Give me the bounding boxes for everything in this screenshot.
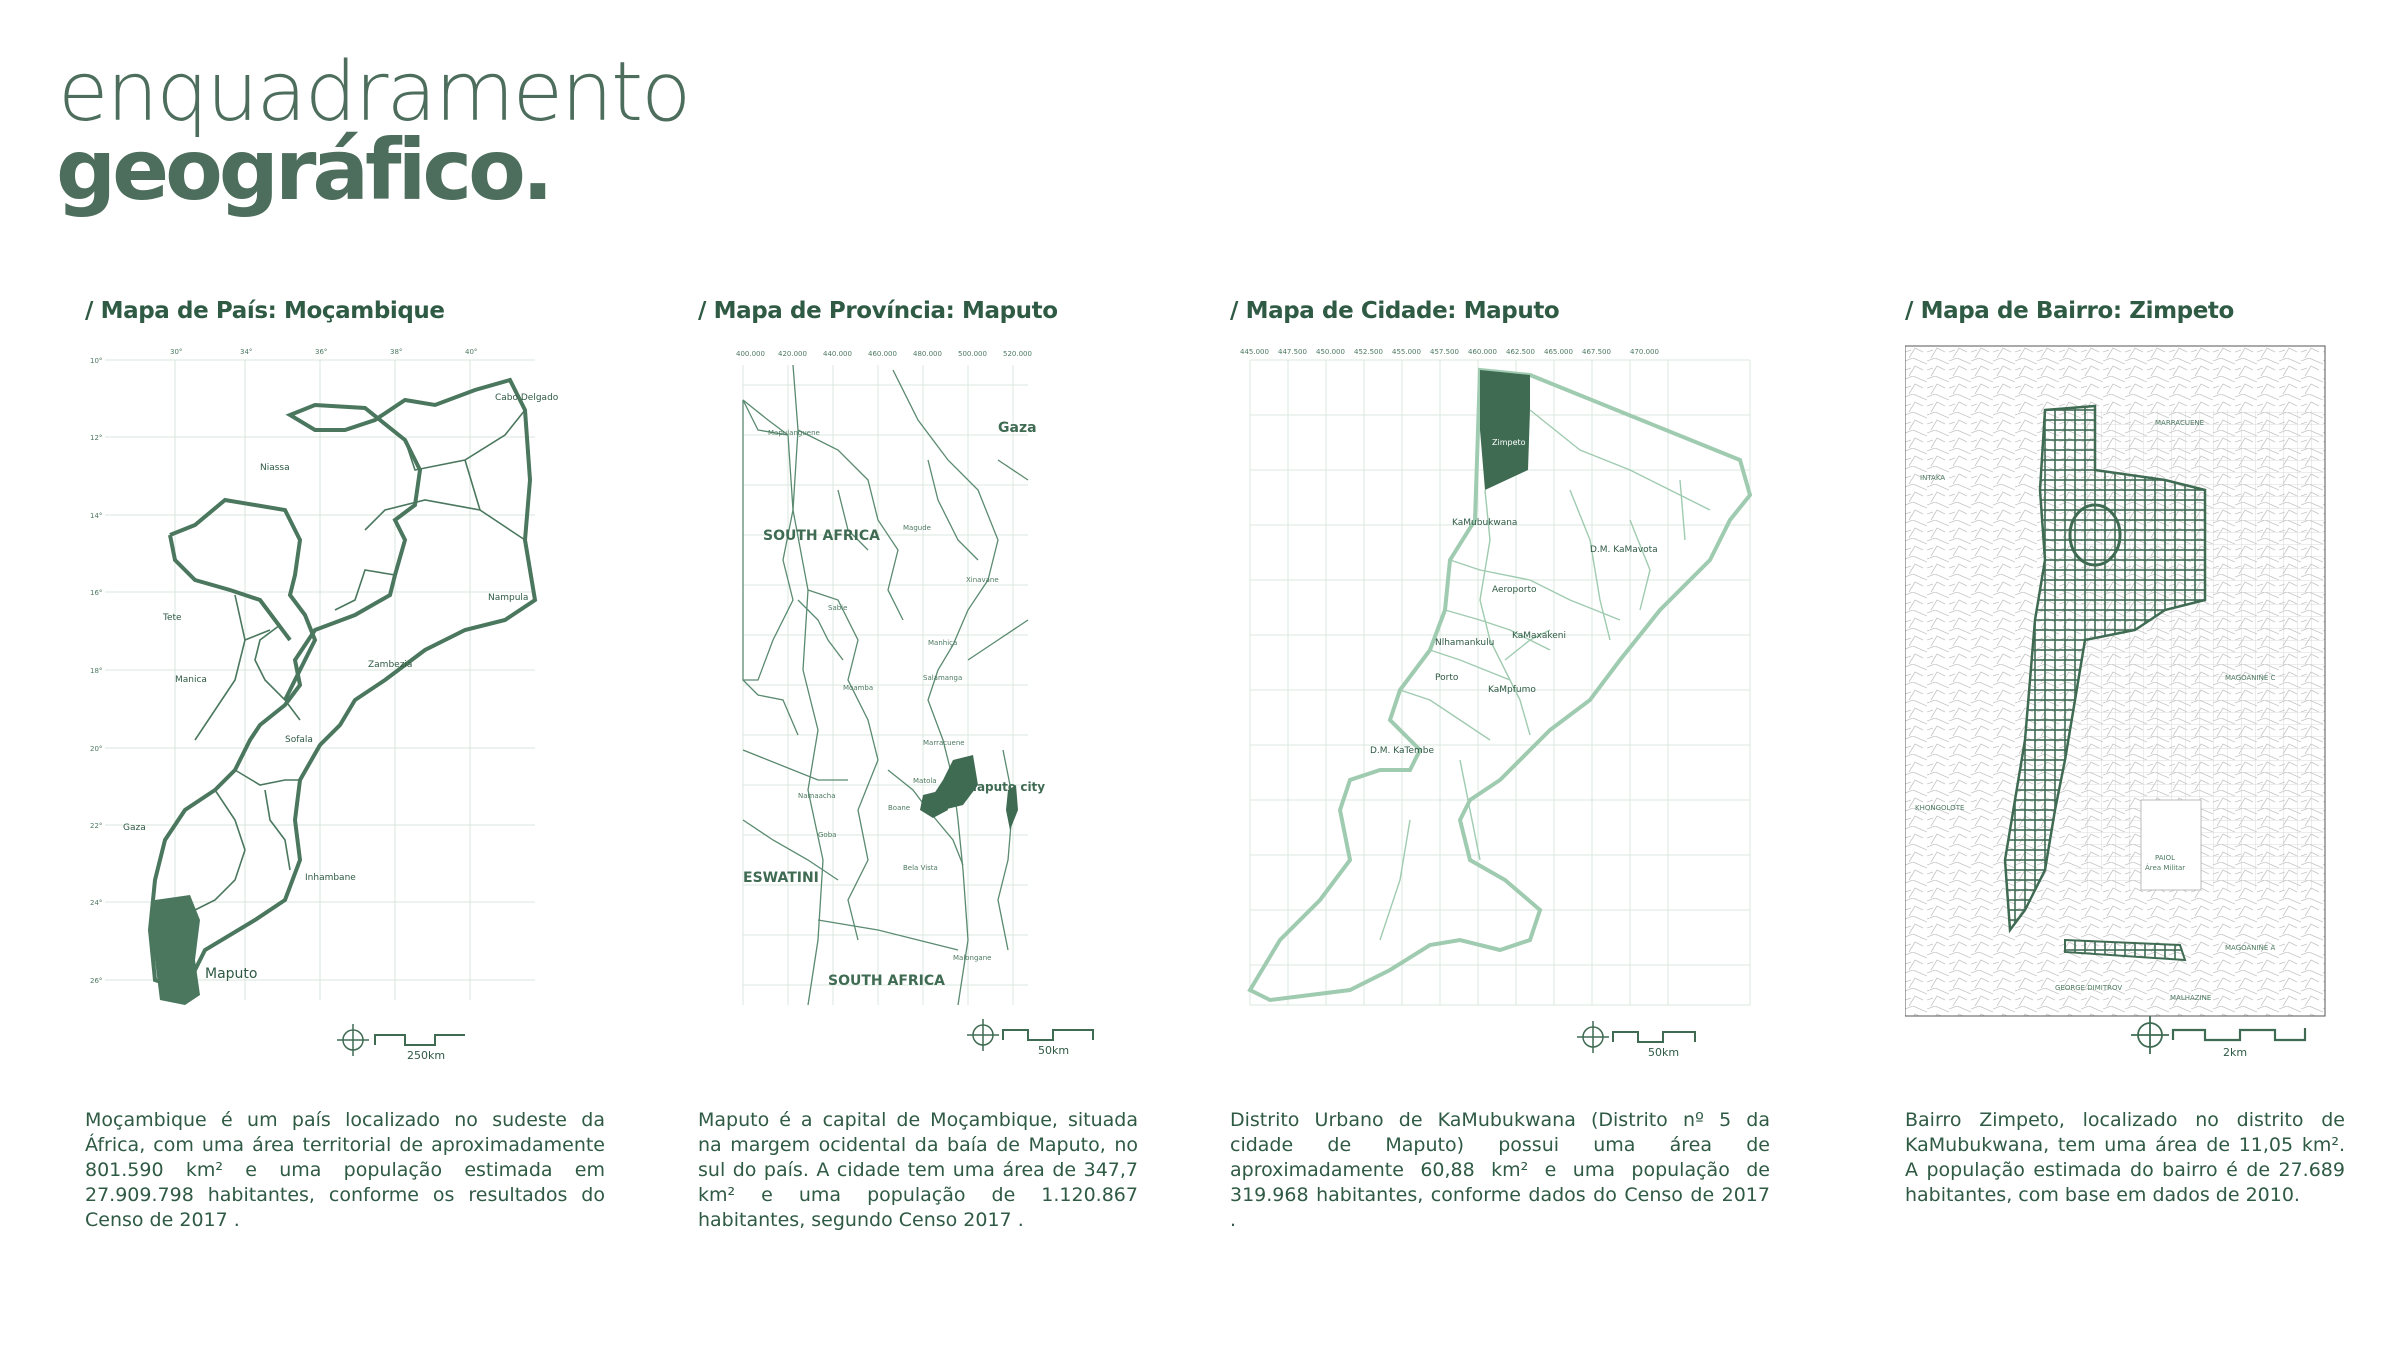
- label-katembe: D.M. KaTembe: [1370, 746, 1435, 756]
- label-inhambane: Inhambane: [305, 873, 356, 883]
- label-tete: Tete: [163, 613, 182, 623]
- label-porto: Porto: [1435, 673, 1459, 683]
- north-arrow-icon: [1577, 1021, 1609, 1053]
- label-aeroporto: Aeroporto: [1492, 585, 1537, 595]
- tick-x-9: 465.000: [1544, 348, 1573, 356]
- tick-y-7: 22°: [90, 822, 103, 830]
- tick-x-5: 40°: [465, 348, 478, 356]
- tick-x-4: 38°: [390, 348, 403, 356]
- label-sofala: Sofala: [285, 735, 313, 745]
- label-marracuene: MARRACUENE: [2155, 419, 2205, 427]
- tick-y-8: 24°: [90, 899, 103, 907]
- tick-x-2: 420.000: [778, 350, 807, 358]
- maputo-province-highlight: [150, 895, 200, 1005]
- tick-x-6: 500.000: [958, 350, 987, 358]
- label-magude: Magude: [903, 524, 931, 532]
- tick-x-6: 457.500: [1430, 348, 1459, 356]
- label-paiol-sub: Área Militar: [2145, 864, 2186, 872]
- tick-y-6: 20°: [90, 745, 103, 753]
- label-kamavota: D.M. KaMavota: [1590, 545, 1658, 555]
- label-bela-vista: Bela Vista: [903, 864, 938, 872]
- label-xinavane: Xinavane: [966, 576, 999, 584]
- page-title-line1: enquadramento: [58, 45, 690, 140]
- north-arrow-icon: [2131, 1016, 2169, 1054]
- tick-y-3: 14°: [90, 512, 103, 520]
- scale-label: 50km: [1648, 1046, 1680, 1059]
- label-nlhamankulu: Nlhamankulu: [1435, 638, 1495, 648]
- label-kamaxakeni: KaMaxakeni: [1512, 631, 1567, 641]
- scale-bar: [2173, 1028, 2305, 1040]
- panel-province-description: Maputo é a capital de Moçambique, situada na margem ocidental da baía de Maputo, no sul do país. A cidade tem uma área de 347,7 km² e uma população de 1.120.867 habitantes, segundo Censo 2017 .: [698, 1109, 1138, 1231]
- label-maputo: Maputo: [205, 966, 258, 982]
- label-magoanine-a: MAGOANINE A: [2225, 944, 2276, 952]
- map-maputo-city: [1230, 340, 1790, 1060]
- tick-x-7: 520.000: [1003, 350, 1032, 358]
- tick-x-4: 452.500: [1354, 348, 1383, 356]
- label-paiol: PAIOL: [2155, 854, 2176, 862]
- tick-x-5: 455.000: [1392, 348, 1421, 356]
- scale-bar: [375, 1035, 465, 1045]
- scale-label: 50km: [1038, 1044, 1070, 1057]
- scale-bar: [1003, 1030, 1093, 1040]
- tick-x-2: 447.500: [1278, 348, 1307, 356]
- tick-x-7: 460.000: [1468, 348, 1497, 356]
- label-zambezia: Zambezia: [368, 660, 413, 670]
- label-intaka: INTAKA: [1920, 474, 1946, 482]
- label-namaacha: Namaacha: [798, 792, 836, 800]
- label-george-dimitrov: GEORGE DIMITROV: [2055, 984, 2123, 992]
- label-malongane: Malongane: [953, 954, 992, 962]
- tick-x-10: 467.500: [1582, 348, 1611, 356]
- tick-x-1: 400.000: [736, 350, 765, 358]
- map-mozambique: [85, 340, 605, 1060]
- tick-x-1: 445.000: [1240, 348, 1269, 356]
- label-kamubukwana: KaMubukwana: [1452, 518, 1518, 528]
- label-magoanine-c: MAGOANINE C: [2225, 674, 2276, 682]
- label-sabie: Sabie: [828, 604, 848, 612]
- north-arrow-icon: [967, 1019, 999, 1051]
- label-boane: Boane: [888, 804, 911, 812]
- label-cabo-delgado: Cabo Delgado: [495, 393, 559, 403]
- tick-x-3: 450.000: [1316, 348, 1345, 356]
- tick-x-11: 470.000: [1630, 348, 1659, 356]
- label-eswatini: ESWATINI: [743, 870, 819, 886]
- panel-neighbourhood-heading: / Mapa de Bairro: Zimpeto: [1905, 298, 2234, 324]
- tick-x-3: 36°: [315, 348, 328, 356]
- label-zimpeto: Zimpeto: [1492, 438, 1526, 447]
- tick-x-2: 34°: [240, 348, 253, 356]
- scale-bar: [1613, 1032, 1695, 1042]
- tick-x-3: 440.000: [823, 350, 852, 358]
- label-nampula: Nampula: [488, 593, 529, 603]
- page-title-line2: geográfico.: [56, 121, 550, 219]
- label-manhica: Manhiça: [928, 639, 958, 647]
- map-maputo-province: [698, 340, 1138, 1060]
- label-khongolote: KHONGOLOTE: [1915, 804, 1965, 812]
- panel-country-description: Moçambique é um país localizado no sudeste da África, com uma área territorial de aproximadamente 801.590 km² e uma população estimada em 27.909.798 habitantes, conforme os resultados do Censo de 2017 .: [85, 1109, 605, 1231]
- label-maputo-city: Maputo city: [965, 780, 1046, 794]
- label-mapulanguene: Mapulanguene: [768, 429, 820, 437]
- tick-x-5: 480.000: [913, 350, 942, 358]
- tick-x-4: 460.000: [868, 350, 897, 358]
- tick-y-1: 10°: [90, 357, 103, 365]
- north-arrow-icon: [337, 1024, 369, 1056]
- tick-x-1: 30°: [170, 348, 183, 356]
- panel-city-heading: / Mapa de Cidade: Maputo: [1230, 298, 1560, 324]
- scale-label: 2km: [2223, 1046, 2248, 1059]
- label-south-africa-bottom: SOUTH AFRICA: [828, 973, 945, 989]
- panel-province-heading: / Mapa de Província: Maputo: [698, 298, 1058, 324]
- label-manica: Manica: [175, 675, 207, 685]
- map-zimpeto: [1905, 340, 2345, 1060]
- tick-y-5: 18°: [90, 667, 103, 675]
- tick-x-8: 462.500: [1506, 348, 1535, 356]
- country-outline: [150, 380, 535, 990]
- panel-city-description: Distrito Urbano de KaMubukwana (Distrito nº 5 da cidade de Maputo) possui uma área de aproximadamente 60,88 km² e uma população de 319.968 habitantes, conforme dados do Censo de 2017 .: [1230, 1109, 1770, 1231]
- zimpeto-highlight: [1480, 370, 1530, 490]
- label-malhazine: MALHAZINE: [2170, 994, 2212, 1002]
- tick-y-9: 26°: [90, 977, 103, 985]
- panel-neighbourhood-description: Bairro Zimpeto, localizado no distrito de KaMubukwana, tem uma área de 11,05 km². A população estimada do bairro é de 27.689 habitantes, com base em dados de 2010.: [1905, 1109, 2345, 1206]
- panel-country-heading: / Mapa de País: Moçambique: [85, 298, 445, 324]
- label-south-africa-top: SOUTH AFRICA: [763, 528, 880, 544]
- label-gaza: Gaza: [123, 823, 146, 833]
- label-matola: Matola: [913, 777, 937, 785]
- label-kampfumo: KaMpfumo: [1488, 685, 1536, 695]
- label-niassa: Niassa: [260, 463, 290, 473]
- tick-y-4: 16°: [90, 589, 103, 597]
- label-gaza: Gaza: [998, 420, 1037, 436]
- scale-label: 250km: [407, 1049, 446, 1060]
- label-moamba: Moamba: [843, 684, 874, 692]
- label-marracuene: Marracuene: [923, 739, 965, 747]
- tick-y-2: 12°: [90, 434, 103, 442]
- label-goba: Goba: [818, 831, 837, 839]
- label-salamanga: Salamanga: [923, 674, 963, 682]
